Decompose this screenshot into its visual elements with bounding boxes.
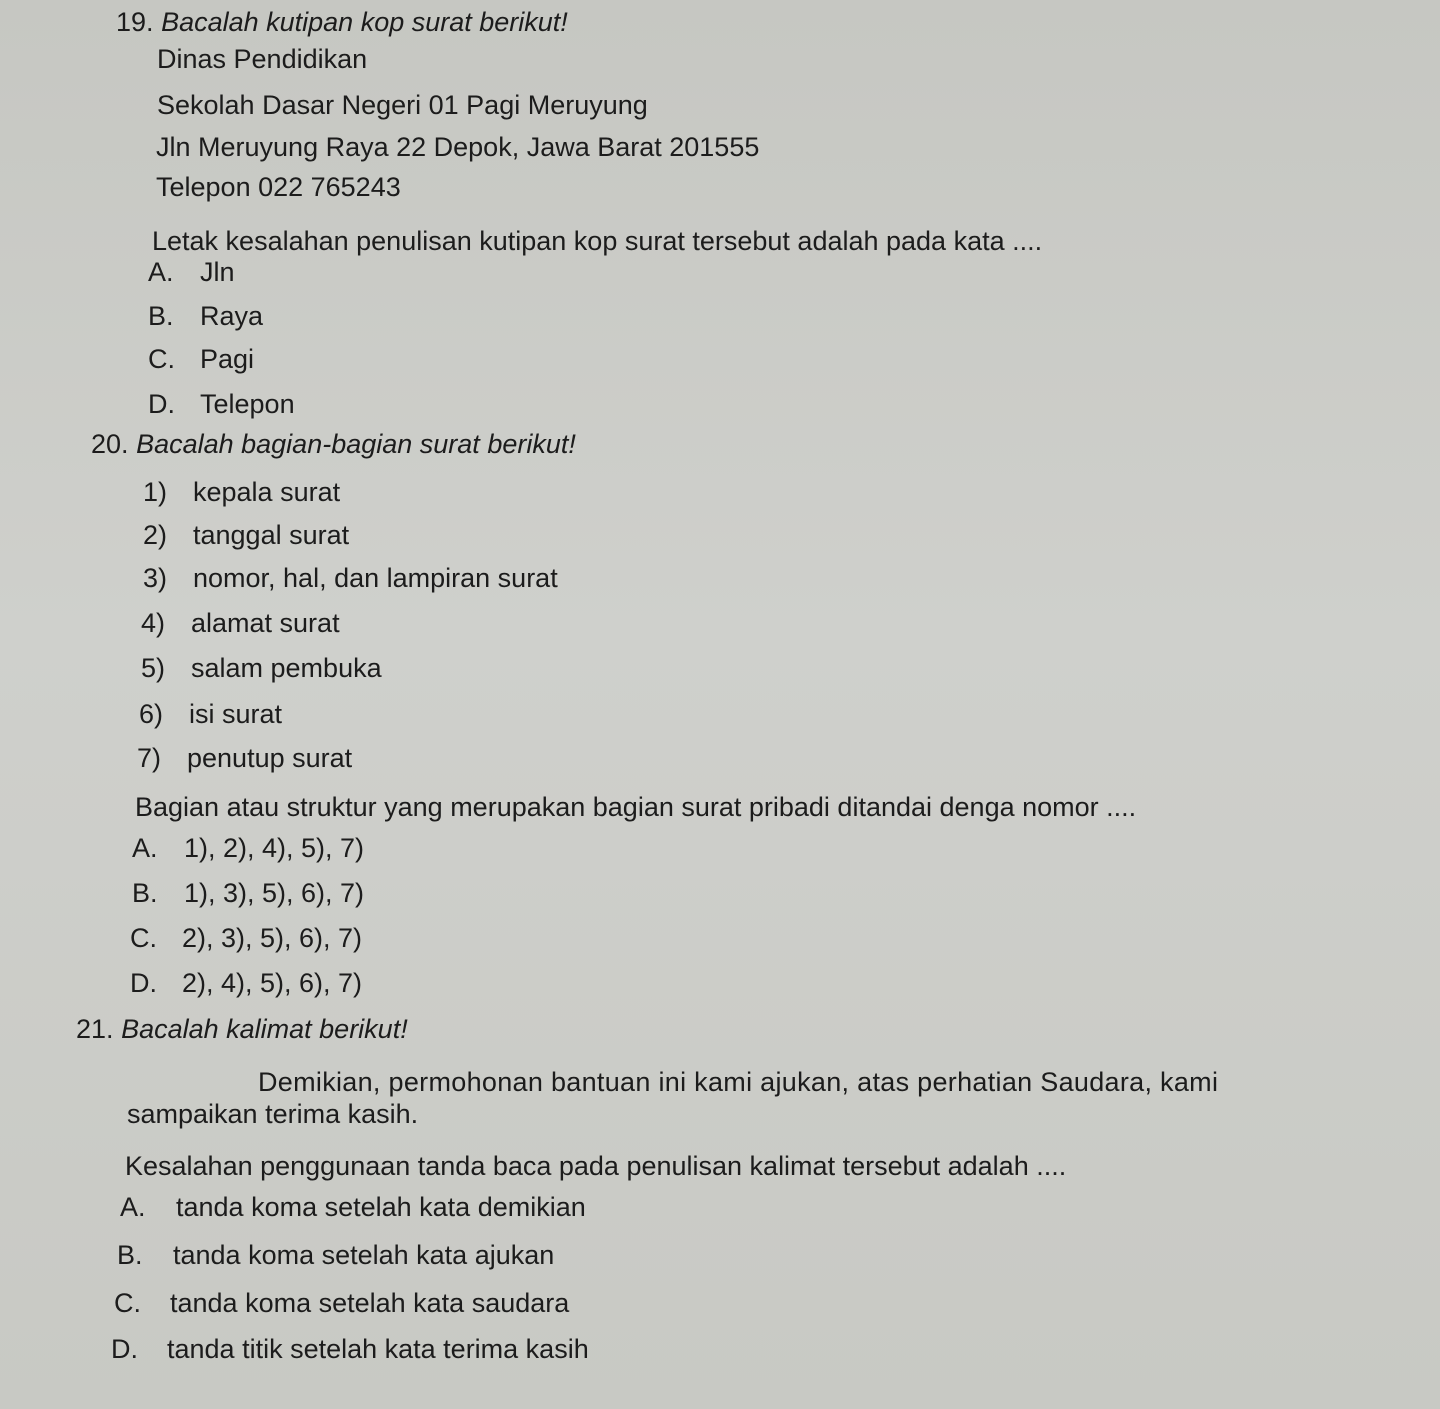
q20-item-4 [141,607,340,639]
q19-letterhead-line-1: Dinas Pendidikan [157,44,368,74]
option-text: tanda koma setelah kata ajukan [173,1240,555,1270]
q20-heading [91,428,576,460]
option-letter: D. [130,968,157,998]
q19-letterhead-line-2: Sekolah Dasar Negeri 01 Pagi Meruyung [157,90,648,120]
option-text: Telepon [200,389,295,419]
q19-letterhead-line-3: Jln Meruyung Raya 22 Depok, Jawa Barat 201555 [156,132,760,162]
q19-option-a[interactable] [148,256,235,288]
q19-option-c[interactable] [148,343,254,375]
item-text: tanggal surat [193,520,350,550]
q19-heading [116,6,568,38]
option-text: 1), 2), 4), 5), 7) [184,833,365,863]
q21-sentence-line-2: sampaikan terima kasih. [127,1099,419,1129]
option-letter: B. [117,1240,143,1270]
q21-option-a[interactable] [120,1191,586,1223]
item-text: isi surat [189,699,283,729]
q20-item-3 [143,562,558,594]
q20-number: 20. [91,429,129,459]
q19-question: Letak kesalahan penulisan kutipan kop surat tersebut adalah pada kata .... [152,226,1043,256]
option-letter: C. [114,1288,141,1318]
q21-number: 21. [76,1014,114,1044]
option-letter: B. [148,301,174,331]
item-number: 1) [143,477,168,507]
option-text: 2), 3), 5), 6), 7) [182,923,363,953]
q19-option-b[interactable] [148,300,263,332]
option-text: tanda koma setelah kata demikian [176,1192,586,1222]
item-number: 3) [143,563,168,593]
item-number: 5) [141,653,166,683]
q19-letterhead-line-4: Telepon 022 765243 [156,172,401,202]
item-text: nomor, hal, dan lampiran surat [193,563,558,593]
q20-option-c[interactable] [130,922,362,954]
q20-item-2 [143,519,349,551]
option-text: Pagi [200,344,255,374]
option-letter: A. [120,1192,146,1222]
item-text: kepala surat [193,477,341,507]
item-text: salam pembuka [191,653,382,683]
q20-title: Bacalah bagian-bagian surat berikut! [136,429,576,459]
q19-number: 19. [116,7,154,37]
item-number: 7) [137,743,162,773]
q20-question: Bagian atau struktur yang merupakan bagian surat pribadi ditandai denga nomor .... [135,792,1137,822]
option-letter: C. [148,344,175,374]
option-text: 2), 4), 5), 6), 7) [182,968,363,998]
option-letter: D. [111,1334,138,1364]
option-letter: A. [132,833,158,863]
q19-option-d[interactable] [148,388,295,420]
q21-question: Kesalahan penggunaan tanda baca pada penulisan kalimat tersebut adalah .... [125,1151,1067,1181]
q21-option-b[interactable] [117,1239,554,1271]
q20-option-b[interactable] [132,877,364,909]
q20-option-a[interactable] [132,832,364,864]
option-letter: A. [148,257,174,287]
q21-sentence-line-1: Demikian, permohonan bantuan ini kami ajukan, atas perhatian Saudara, kami [258,1067,1219,1097]
q21-title: Bacalah kalimat berikut! [121,1014,408,1044]
option-letter: D. [148,389,175,419]
q19-title: Bacalah kutipan kop surat berikut! [161,7,568,37]
item-number: 2) [143,520,168,550]
item-number: 4) [141,608,166,638]
option-letter: B. [132,878,158,908]
q21-heading [76,1013,408,1045]
option-text: tanda koma setelah kata saudara [170,1288,570,1318]
item-text: alamat surat [191,608,340,638]
item-number: 6) [139,699,164,729]
q20-item-6 [139,698,282,730]
item-text: penutup surat [187,743,353,773]
option-text: tanda titik setelah kata terima kasih [167,1334,589,1364]
q20-option-d[interactable] [130,967,362,999]
q21-option-d[interactable] [111,1333,589,1365]
option-text: 1), 3), 5), 6), 7) [184,878,365,908]
option-letter: C. [130,923,157,953]
q20-item-5 [141,652,382,684]
q20-item-7 [137,742,352,774]
q20-item-1 [143,476,340,508]
option-text: Raya [200,301,264,331]
option-text: Jln [200,257,235,287]
q21-option-c[interactable] [114,1287,569,1319]
